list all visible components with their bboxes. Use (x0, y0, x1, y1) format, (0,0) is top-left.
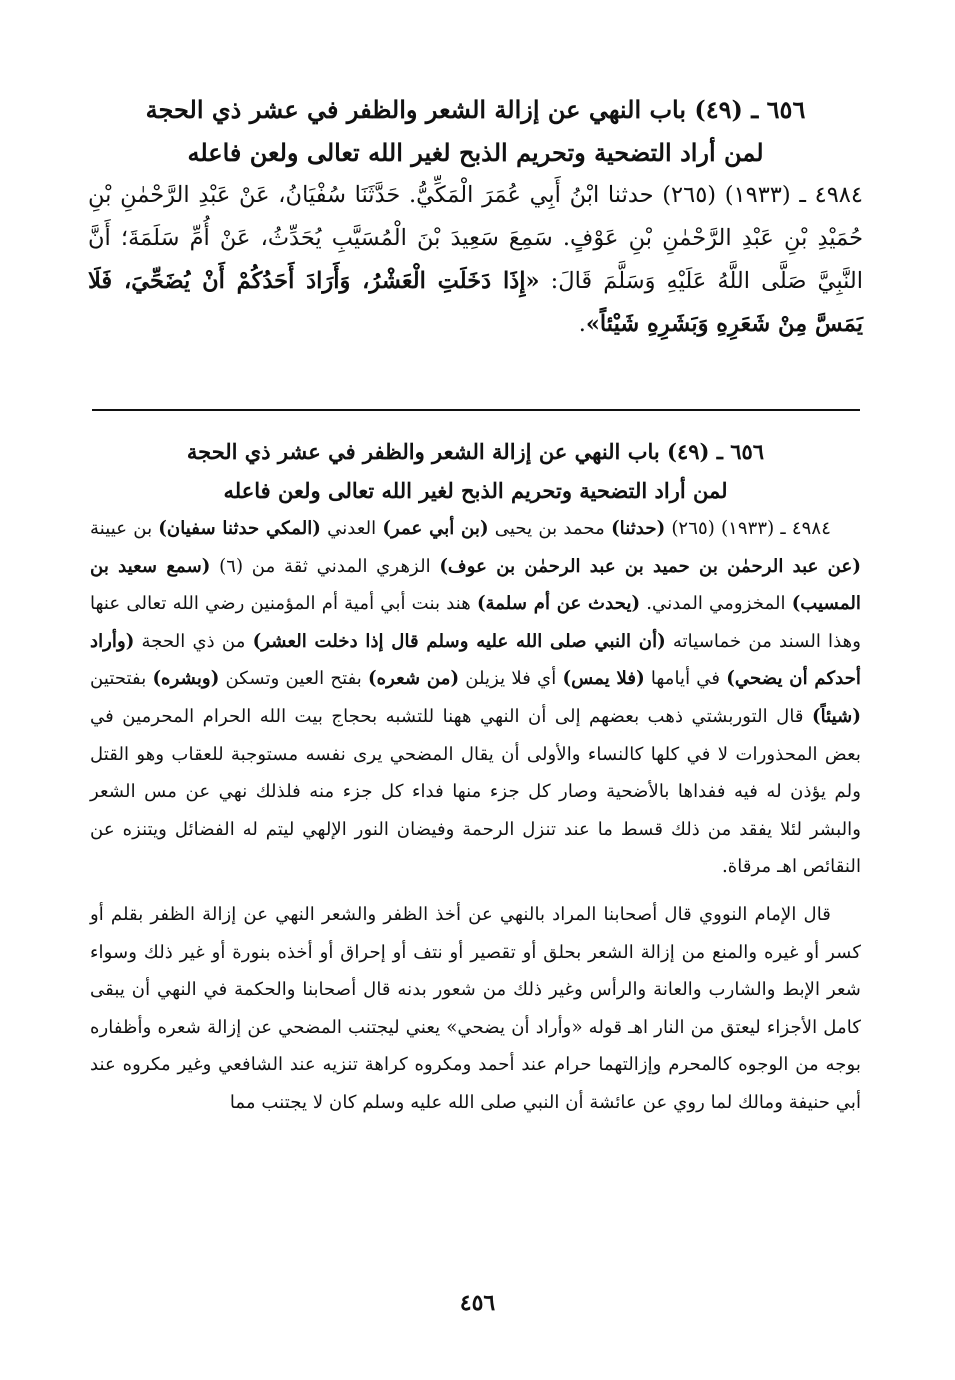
page-number: ٤٥٦ (459, 1290, 496, 1316)
quoted-text-segment: (بن أبي عمر) (382, 518, 489, 539)
quoted-text-segment: (شيئاً) (812, 705, 861, 727)
quoted-text-segment: (حدثنا) (611, 518, 666, 539)
commentary-text-segment: المخزومي المدني. (640, 593, 792, 615)
commentary-text-segment: محمد بن يحيى (488, 518, 612, 539)
commentary-text-segment: في أيامها (644, 668, 727, 690)
quoted-text-segment: (يحدث عن أم سلمة) (476, 593, 641, 615)
quoted-text-segment: (وبشره) (152, 668, 220, 690)
commentary-text-segment: ٤٩٨٤ ـ (١٩٣٣) (٢٦٥) (665, 518, 831, 539)
hadith-matn: «إِذَا دَخَلَتِ الْعَشْرُ، وَأَرَادَ أَحَدُكُمْ أَنْ يُضَحِّيَ، فَلَا يَمَسَّ مِنْ شَعَرِهِ وَبَشَرِهِ شَيْئاً» (88, 268, 863, 337)
hadith-end: . (578, 311, 586, 337)
quoted-text-segment: (سمع سعيد بن المسيب) (90, 555, 861, 615)
commentary-text-segment: بفتحتين (90, 668, 153, 690)
quoted-text-segment: (أن النبي صلى الله عليه وسلم قال إذا دخلت العشر) (252, 630, 666, 652)
quoted-text-segment: (فلا يمس) (562, 668, 645, 690)
commentary-paragraph-2: قال الإمام النووي قال أصحابنا المراد بالنهي عن أخذ الظفر والشعر النهي عن إزالة الظفر بقلم أو كسر أو غيره والمنع من إزالة الشعر بحلق أو تقصير أو نتف أو إحراق أو أخذه بنورة أو غير ذلك وسواء شعر الإبط والشارب والعانة والرأس وغير ذلك من شعور بدنه قال أصحابنا والحكمة في النهي أن يبقى كامل الأجزاء ليعتق من النار اهـ قوله «وأراد أن يضحي» يعني ليجتنب المضحي عن إزالة شعره وأظفاره بوجه من الوجوه كالمحرم وإزالتهما حرام عند أحمد ومكروه كراهة تنزيه عند الشافعي وغير مكروه عند أبي حنيفة ومالك لما روي عن عائشة أن النبي صلى الله عليه وسلم كان لا يجتنب مما (90, 903, 861, 1113)
commentary-section (90, 432, 861, 1122)
commentary-heading-line-1: ٦٥٦ ـ (٤٩) باب النهي عن إزالة الشعر والظفر في عشر ذي الحجة (186, 439, 765, 464)
quoted-text-segment: (من شعره) (368, 668, 460, 690)
commentary-text-segment: بن عيينة (90, 518, 159, 539)
commentary-heading (90, 432, 861, 510)
commentary-text-segment: أي فلا يزيلن (459, 668, 563, 690)
commentary-text-segment: العدني (320, 518, 383, 539)
chapter-heading (88, 88, 863, 174)
quoted-text-segment: (وأراد أحدكم أن يضحي) (90, 630, 861, 690)
commentary-text-segment: بفتح العين وتسكن (219, 668, 368, 690)
quoted-text-segment: (عن عبد الرحمٰن بن حميد بن عبد الرحمٰن بن عوف) (439, 555, 861, 577)
commentary-paragraph-1 (90, 510, 861, 886)
top-section (88, 88, 863, 346)
chapter-heading-line-1: ٦٥٦ ـ (٤٩) باب النهي عن إزالة الشعر والظفر في عشر ذي الحجة (145, 95, 806, 124)
commentary-text-segment: قال التوربشتي ذهب بعضهم إلى أن النهي ههنا للتشبه بحجاج بيت الله الحرام المحرمين في بعض المحذورات لا في كلها كالنساء والأولى أن يقال المضحي يرى نفسه مستوجبة للعقاب وهو القتل ولم يؤذن له فيه ففداها بالأضحية وصار كل جزء منها فداء كل جزء منه فلذلك نهي عن مس الشعر والبشر لئلا يفقد من ذلك قسط ما عند تنزل الرحمة وفيضان النور الإلهي ليتم له الفضائل ويتنزه عن النقائص اهـ مرقاة. (90, 705, 861, 878)
commentary-text-segment: الزهري المدني ثقة من (٦) (210, 555, 440, 577)
quoted-text-segment: (المكي حدثنا سفيان) (158, 518, 321, 539)
hadith-isnad: ٤٩٨٤ ـ (١٩٣٣) (٢٦٥) حدثنا ابْنُ أَبِي عُمَرَ الْمَكِّيُّ. حَدَّثَنَا سُفْيَانُ، عَنْ عَبْدِ الرَّحْمٰنِ بْنِ حُمَيْدِ بْنِ عَبْدِ الرَّحْمٰنِ بْنِ عَوْفٍ. سَمِعَ سَعِيدَ بْنَ الْمُسَيَّبِ يُحَدِّثُ، عَنْ أُمِّ سَلَمَةَ؛ أَنَّ النَّبِيَّ صَلَّى اللَّهُ عَلَيْهِ وَسَلَّمَ قَالَ: (88, 182, 863, 294)
commentary-text-segment: هند بنت أبي أمية أم المؤمنين رضي الله تعالى عنها وهذا السند من خماسياته (90, 593, 862, 652)
chapter-heading-line-2: لمن أراد التضحية وتحريم الذبح لغير الله تعالى ولعن فاعله (187, 138, 764, 167)
hadith-text (88, 174, 863, 346)
footnote-divider (92, 409, 860, 411)
commentary-heading-line-2: لمن أراد التضحية وتحريم الذبح لغير الله تعالى ولعن فاعله (223, 478, 728, 503)
commentary-text-segment: من ذي الحجة (134, 630, 253, 652)
